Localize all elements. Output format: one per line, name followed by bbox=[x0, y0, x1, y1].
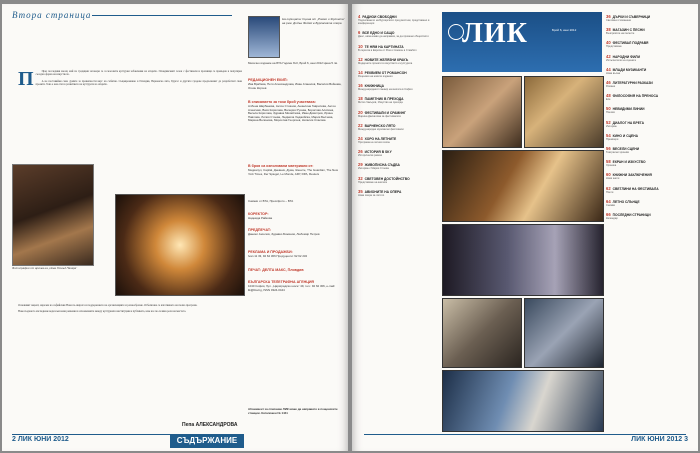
toc-page-number: 62 bbox=[606, 185, 611, 191]
toc-entry[interactable] bbox=[606, 212, 694, 220]
toc-entry[interactable] bbox=[358, 123, 446, 131]
archive-photo bbox=[12, 164, 94, 266]
toc-heading: ФИЛОСОФИЯ НА ПРЕНОСА bbox=[612, 94, 659, 99]
toc-entry-summary: Представяне на книгата bbox=[358, 180, 387, 184]
toc-entry-summary: Програма на летния сезон bbox=[358, 141, 390, 145]
toc-page-number: 26 bbox=[358, 149, 363, 155]
toc-entry-summary: Поезия bbox=[606, 111, 615, 115]
toc-heading: ФЕСТИВАЛИ И СРАМИНГ bbox=[364, 110, 406, 115]
toc-entry-summary: Романи bbox=[606, 85, 616, 89]
toc-heading: ФЕСТИВАЛ ПОДРАВЯ bbox=[612, 41, 649, 46]
toc-entry-summary: Митко Чакъров, Изкуство на прехода bbox=[358, 101, 403, 105]
toc-entry-summary: Снимки bbox=[606, 203, 616, 207]
toc-entry[interactable] bbox=[606, 93, 694, 101]
toc-photo-6 bbox=[524, 298, 604, 368]
toc-page-number: 18 bbox=[358, 96, 363, 102]
toc-entry-summary: Исторически разказ bbox=[358, 154, 382, 158]
ads-sales: РЕКЛАМА И ПРОДАЖБИ: Ivan 11 33, 92 62 306 Продуценти: 92 62 232 bbox=[248, 250, 308, 258]
toc-entry-summary: Нова опера за лятото bbox=[358, 193, 385, 197]
toc-heading: КНИЖНИ ЗАКЛЮЧЕНИЯ bbox=[612, 173, 652, 178]
corrector: КОРЕКТОР: Надежда Райкова bbox=[248, 212, 273, 220]
toc-page-number: 36 bbox=[606, 14, 611, 19]
toc-photo-1 bbox=[442, 76, 522, 148]
toc-page-number: 20 bbox=[358, 109, 363, 115]
toc-entry-summary: Международният панаир на книгата в София bbox=[358, 88, 413, 92]
toc-photo-7 bbox=[442, 370, 604, 432]
toc-page-number: 38 bbox=[606, 27, 611, 33]
toc-entry-summary: Модерните проекти в изкуството и културата bbox=[358, 61, 413, 65]
article-body-2 bbox=[12, 304, 242, 317]
toc-entry-summary: Театрални хроники bbox=[606, 151, 630, 155]
subscription: Абонамент за списание ЛИК може да направите в пощенските станции. Каталожен № 1441 bbox=[248, 407, 338, 415]
toc-entry[interactable] bbox=[606, 120, 694, 128]
toc-entry-summary: Марина Даскалова за фестивалите bbox=[358, 114, 401, 118]
toc-heading: ИСТОРИЯ В SKY bbox=[364, 150, 392, 155]
cover-thumbnail bbox=[248, 16, 280, 58]
issue-info: Месечно издание на БТА Година XLII, Брой 6, юни 2012 Цена 5 лв. bbox=[248, 61, 338, 65]
toc-entry-summary: Есе bbox=[606, 98, 611, 102]
toc-page-number: 40 bbox=[606, 40, 611, 46]
toc-entry-summary: Представяне bbox=[606, 45, 622, 49]
toc-entry[interactable] bbox=[358, 110, 446, 118]
cover-caption: На корицата: Сцена от „Ромео и Жулиета“ на реж. Дийън Фиймс в Бургаската опера bbox=[282, 17, 345, 25]
paragraph-4: Новосъзданото изследване води към нови решения в отношенията между културните институции и публиката, към все по-голяма роля на мястото. bbox=[18, 310, 187, 314]
toc-heading: МАГАЗИН С ПЕСНИ bbox=[612, 28, 645, 33]
toc-heading: ЖИВОПИСНА СЪДБА bbox=[364, 163, 400, 168]
toc-entry[interactable] bbox=[358, 162, 446, 170]
toc-heading: АВИОНИТЕ НА ОПЕРА bbox=[364, 189, 402, 194]
toc-entry[interactable] bbox=[358, 176, 446, 184]
toc-page-number: 10 bbox=[358, 43, 363, 49]
paragraph-1: П През последния месец май по традиция заговори се за масовите културни забавления на открито. Пловдивският сезон с фестивали и празници се превърна в популярна съседна форма на изкуството. bbox=[12, 70, 242, 77]
photo-credit: Снимки от БТА, Прессфото – БТА bbox=[248, 199, 294, 203]
editorial-team: РЕДАКЦИОНЕН ЕКИП: Ива Врабева, Петя Александрова, Иван Атанасов, Василия Войнова, Огнян Кирчев bbox=[248, 78, 342, 90]
toc-entry-summary: Изпълнители на сцената bbox=[606, 58, 636, 62]
agency: БЪЛГАРСКА ТЕЛЕГРАФНА АГЕНЦИЯ 1040 София, бул. „Цариградско шосе“ 49, тел.: 92 62 306, e-mail: lik@bta.bg, ISSN 0324-0444 bbox=[248, 280, 336, 292]
toc-entry-summary: Календар bbox=[606, 217, 618, 221]
toc-page-number: 52 bbox=[606, 119, 611, 125]
toc-entry-summary: Възприятие на песните bbox=[606, 32, 635, 36]
toc-entry[interactable] bbox=[606, 186, 694, 194]
contents-label: СЪДЪРЖАНИЕ bbox=[170, 434, 244, 448]
toc-heading: ПОСЛЕДНИ СТРАНИЦИ bbox=[612, 213, 651, 218]
toc-heading: ДЪРКИ И СЪВЕРНИЦИ bbox=[612, 15, 651, 19]
toc-page-number: 24 bbox=[358, 136, 363, 142]
magazine-logo: ЛИК bbox=[462, 18, 528, 49]
toc-heading: ТЕ НЯМ НА КАРТИНАТА bbox=[364, 44, 404, 49]
toc-heading: РЕКВИЕМ ОТ РОМАНСОН bbox=[364, 71, 407, 76]
toc-page-number: 14 bbox=[358, 70, 363, 76]
drop-cap: П bbox=[18, 68, 34, 90]
toc-entry[interactable] bbox=[606, 146, 694, 154]
printing: ПЕЧАТ: ДЕЛТА МАКС, Пловдив bbox=[248, 268, 304, 272]
toc-page-number: 60 bbox=[606, 172, 611, 178]
prepress: ПРЕДПЕЧАТ: Даниел Ангелов, Здравко Божинов, Любомир Петров bbox=[248, 228, 320, 236]
toc-page-number: 66 bbox=[606, 212, 611, 218]
toc-page-number: 64 bbox=[606, 198, 611, 204]
toc-entry-summary: Интервю с Мария Стоева bbox=[358, 167, 389, 171]
toc-entry-summary: Премиери bbox=[606, 137, 619, 141]
page-folio: 2 ЛИК ЮНИ 2012 bbox=[12, 436, 69, 443]
toc-entry-summary: Рецензия на новите издания bbox=[358, 75, 393, 79]
toc-entry[interactable] bbox=[606, 106, 694, 114]
toc-entry-summary: В серията в Европа от Рим и Симеон в Стамбол bbox=[358, 48, 417, 52]
toc-heading: ВСЕ ЕДНО И САЩО bbox=[362, 31, 395, 36]
toc-page-number: 46 bbox=[606, 80, 611, 86]
toc-heading: ВАРНЕНСКО ЛЯТО bbox=[364, 123, 396, 128]
toc-heading: ПАМЕТНИК В ПРЕХОДА bbox=[364, 97, 404, 102]
toc-heading: ЛИТЕРАТУРНИ РАЗКАЗИ bbox=[612, 81, 653, 86]
toc-entry-summary: Нова вълна bbox=[606, 71, 621, 75]
toc-page-number: 58 bbox=[606, 159, 611, 165]
toc-page-number: 48 bbox=[606, 93, 611, 99]
toc-heading: РАДИОИ СВОБОДНИ bbox=[362, 15, 397, 19]
toc-heading: СВЕТЛИНИ НА ФЕСТИВАЛА bbox=[612, 186, 659, 191]
toc-entry[interactable] bbox=[358, 96, 446, 104]
toc-heading: СВЕТОВЕН ДОСТОЙНСТВО bbox=[364, 176, 410, 181]
toc-heading: МЛАДИ МУЗИКАНТИ bbox=[612, 67, 647, 72]
toc-page-number: 29 bbox=[358, 162, 363, 168]
toc-entry-summary: Днес, няма какво да направим, за да промени обществото bbox=[358, 35, 429, 39]
toc-entry[interactable] bbox=[358, 149, 446, 157]
toc-column-right bbox=[606, 14, 694, 225]
toc-entry[interactable] bbox=[606, 159, 694, 167]
toc-heading: ХОРО НА ЛЕТНИТЕ bbox=[364, 137, 397, 142]
toc-photo-3 bbox=[442, 150, 604, 222]
toc-page-number: 4 bbox=[358, 14, 361, 19]
right-page bbox=[352, 4, 698, 451]
left-page bbox=[2, 4, 348, 451]
toc-entry-summary: Интервю bbox=[606, 124, 617, 128]
toc-entry[interactable] bbox=[606, 199, 694, 207]
toc-page-number: 50 bbox=[606, 106, 611, 112]
toc-entry-summary: Хроника bbox=[606, 164, 617, 168]
toc-photo-5 bbox=[442, 298, 522, 368]
toc-entry[interactable] bbox=[606, 14, 694, 22]
toc-entry[interactable] bbox=[606, 172, 694, 180]
toc-entry[interactable] bbox=[606, 27, 694, 35]
issue-tag: Брой 6, юни 2012 bbox=[552, 28, 577, 32]
paragraph-3: Основният акцент, наречен на софийския Нова по-широта и поддържането на организациите и разнообразие. Отбелязана се изготвянето на пълна програма. bbox=[18, 304, 198, 307]
toc-entry-summary: Подписването на Бургарското пред вестник, представено в конференция bbox=[358, 19, 430, 26]
section-rule bbox=[92, 15, 232, 16]
article-body bbox=[12, 70, 242, 89]
toc-heading: НАРОДНИ ФИЛИ bbox=[612, 54, 640, 59]
toc-heading: НЕВИДИМИ ЛИНИИ bbox=[612, 107, 645, 112]
toc-heading: ВЕСЕЛИ СЦЕНИ bbox=[612, 147, 640, 152]
toc-heading: КИНО И СЦЕНА bbox=[612, 133, 638, 138]
toc-entry[interactable] bbox=[358, 70, 446, 78]
toc-page-number: 44 bbox=[606, 66, 611, 72]
toc-entry[interactable] bbox=[606, 54, 694, 62]
toc-entry[interactable] bbox=[606, 133, 694, 141]
toc-entry[interactable] bbox=[606, 67, 694, 75]
section-label: Втора страница bbox=[12, 10, 92, 20]
toc-entry[interactable] bbox=[606, 40, 694, 48]
sources: В броя са използвани материали от: Медиапул, Capital, Дневник, Дума, Жените, The Guardian, The New York Times, Der Spiegel, Le Monde, AFP, DPA, Reuters bbox=[248, 164, 338, 176]
photo-caption: Фотография от архива на „Нова Отвъд Пазара“ bbox=[12, 266, 78, 270]
toc-heading: ЕКРАН И ИЗКУСТВО bbox=[612, 160, 646, 165]
toc-entry[interactable] bbox=[358, 44, 446, 52]
toc-page-number: 6 bbox=[358, 30, 361, 36]
toc-column-left bbox=[358, 14, 446, 202]
toc-heading: ДИАЛОГ НА БРЕГА bbox=[612, 120, 644, 125]
toc-heading: НОВИТЕ ЖЕЛЯЗНИ КРАКЪ bbox=[364, 57, 409, 62]
footer-rule-right bbox=[364, 434, 686, 435]
toc-heading: ЛЕТНО СЛЪНЦЕ bbox=[612, 199, 640, 204]
author-name: Пепа АЛЕКСАНДРОВА bbox=[182, 422, 238, 428]
toc-page-number: 35 bbox=[358, 188, 363, 194]
toc-heading: КНИЖНИЦА bbox=[364, 84, 384, 89]
page-folio-right: ЛИК ЮНИ 2012 3 bbox=[631, 436, 688, 443]
toc-entry[interactable] bbox=[358, 189, 446, 197]
toc-entry[interactable] bbox=[358, 57, 446, 65]
toc-entry[interactable] bbox=[358, 136, 446, 144]
toc-page-number: 22 bbox=[358, 122, 363, 128]
toc-page-number: 12 bbox=[358, 56, 363, 62]
contributors: В списанието за този брой участваха: Албена Шарбанова, Антон Стоянов, Анжелина Гаврилова, Антон Алексиев, Вася Кирилова, Валерия Русева, Борислав Алипиев, Весела Кирилова, Здравка Михайлова, Иван Димитров, Ирина Павлова, Лилия Стоева, Людмила Хаджийска, Мария Белчева, Марина Велинова, Мирослав Георгиев, Наталия Спасова bbox=[248, 100, 336, 123]
toc-page-number: 16 bbox=[358, 83, 363, 89]
paragraph-2: А не поставяйки само думите за правилности вкус на събитие. Същевременно в Пловдив, Варненско лято, Бургас и другите градове продължават да разработват свои проекти. Това е нов етап в развитието на културата на открито. bbox=[35, 79, 242, 86]
toc-photo-4 bbox=[442, 224, 604, 296]
toc-entry[interactable] bbox=[358, 14, 446, 25]
toc-page-number: 56 bbox=[606, 146, 611, 152]
toc-entry[interactable] bbox=[358, 83, 446, 91]
theatre-photo bbox=[115, 194, 245, 296]
toc-entry-summary: Световни стоманени bbox=[606, 19, 632, 22]
toc-entry[interactable] bbox=[606, 80, 694, 88]
toc-entry-summary: Поети bbox=[606, 190, 614, 194]
toc-entry-summary: Международни музикални фестивали bbox=[358, 127, 404, 131]
toc-photo-2 bbox=[524, 76, 604, 148]
toc-entry[interactable] bbox=[358, 30, 446, 38]
toc-page-number: 32 bbox=[358, 175, 363, 181]
toc-page-number: 54 bbox=[606, 132, 611, 138]
toc-entry-summary: Нови книги bbox=[606, 177, 620, 181]
toc-page-number: 42 bbox=[606, 53, 611, 59]
